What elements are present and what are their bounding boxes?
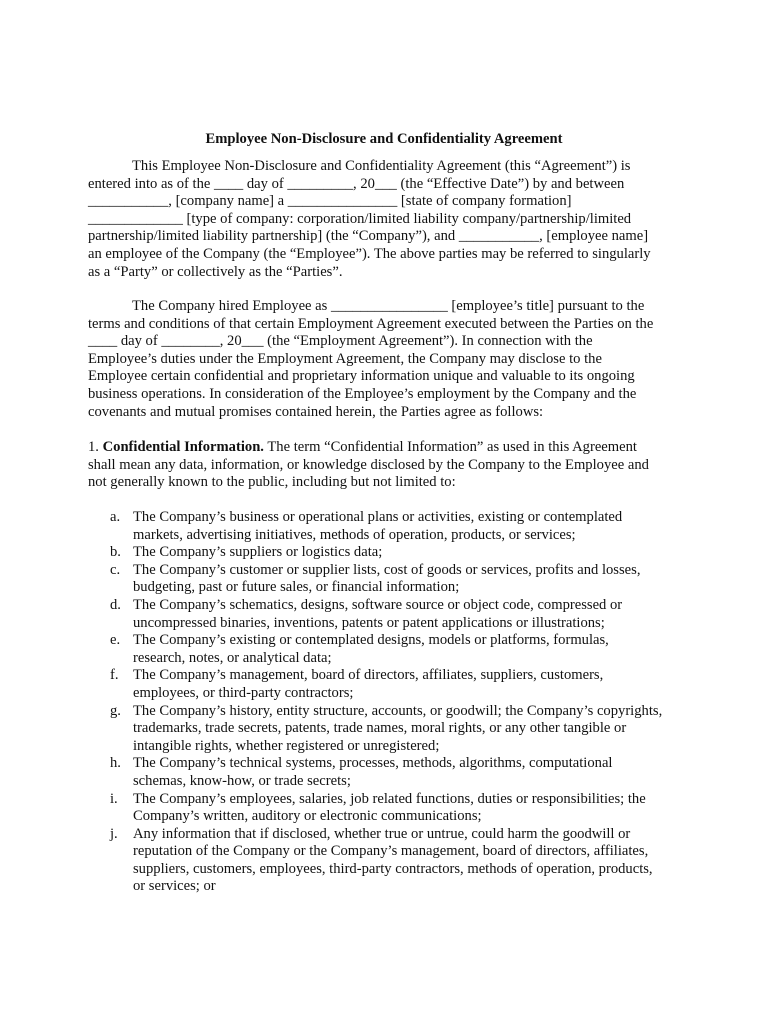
list-item-line: The Company’s customer or supplier lists, cost of goods or services, profits and losses,: [133, 561, 641, 578]
section-text: The term “Confidential Information” as used in this Agreement: [267, 439, 637, 455]
list-item-line: trademarks, trade secrets, patents, trade names, moral rights, or any other tangible or: [133, 720, 627, 737]
list-item-line: Company’s written, auditory or electronic communications;: [133, 808, 482, 825]
list-marker: h.: [110, 755, 121, 772]
list-item-line: intangible rights, whether registered or unregistered;: [133, 737, 440, 754]
paragraph-line: This Employee Non-Disclosure and Confidentiality Agreement (this “Agreement”) is: [132, 158, 631, 174]
list-item-line: The Company’s history, entity structure, accounts, or goodwill; the Company’s copyrights,: [133, 702, 663, 719]
list-marker: f.: [110, 667, 119, 684]
paragraph-line: an employee of the Company (the “Employee”). The above parties may be referred to singularly: [88, 245, 651, 262]
paragraph-line: Employee’s duties under the Employment Agreement, the Company may disclose to the: [88, 350, 602, 367]
list-item: [88, 791, 688, 826]
list-item-line: The Company’s schematics, designs, software source or object code, compressed or: [133, 596, 623, 613]
section-first-line: [88, 439, 688, 457]
list-item-line: reputation of the Company or the Company’s management, board of directors, affiliates,: [133, 843, 649, 860]
paragraph-line: covenants and mutual promises contained herein, the Parties agree as follows:: [88, 403, 544, 420]
list-item-line: The Company’s management, board of directors, affiliates, suppliers, customers,: [133, 667, 604, 684]
confidential-info-section: [88, 439, 688, 492]
paragraph-line: shall mean any data, information, or knowledge disclosed by the Company to the Employee and: [88, 456, 649, 473]
list-item: [88, 544, 688, 562]
paragraph-line: Employee certain confidential and proprietary information unique and valuable to its ongoing: [88, 368, 635, 385]
list-marker: i.: [110, 790, 118, 807]
list-item-line: suppliers, customers, employees, third-party contractors, methods of operation, products,: [133, 860, 653, 877]
list-item-line: budgeting, past or future sales, or financial information;: [133, 579, 460, 596]
paragraph-line: as a “Party” or collectively as the “Parties”.: [88, 263, 343, 280]
paragraph-line: _____________ [type of company: corporation/limited liability company/partnership/limited: [88, 210, 632, 227]
intro-paragraph: [88, 158, 688, 281]
list-item-line: The Company’s technical systems, processes, methods, algorithms, computational: [133, 755, 613, 772]
paragraph-line: business operations. In consideration of the Employee’s employment by the Company and the: [88, 385, 637, 402]
list-marker: g.: [110, 702, 121, 719]
list-item: [88, 562, 688, 597]
list-item-line: uncompressed binaries, inventions, patents or patent applications or illustrations;: [133, 614, 605, 631]
list-item: [88, 826, 688, 896]
list-item-line: The Company’s existing or contemplated designs, models or platforms, formulas,: [133, 632, 609, 649]
list-marker: b.: [110, 544, 121, 561]
paragraph-line: entered into as of the ____ day of _________, 20___ (the “Effective Date”) by and between: [88, 175, 625, 192]
list-item: [88, 755, 688, 790]
list-marker: j.: [110, 825, 118, 842]
list-marker: a.: [110, 509, 121, 525]
paragraph-line: terms and conditions of that certain Employment Agreement executed between the Parties on the: [88, 315, 654, 332]
list-item-line: The Company’s employees, salaries, job related functions, duties or responsibilities; the: [133, 790, 646, 807]
employment-paragraph: [88, 298, 688, 421]
list-marker: e.: [110, 632, 121, 649]
list-item-line: or services; or: [133, 878, 216, 895]
list-item: [88, 667, 688, 702]
confidential-info-list: [88, 509, 688, 896]
paragraph-line: not generally known to the public, including but not limited to:: [88, 474, 456, 491]
paragraph-line: ____ day of ________, 20___ (the “Employment Agreement”). In connection with the: [88, 333, 593, 350]
list-item-line: schemas, know-how, or trade secrets;: [133, 772, 351, 789]
list-item-line: research, notes, or analytical data;: [133, 649, 332, 666]
paragraph-line: partnership/limited liability partnership] (the “Company”), and ___________, [employee name]: [88, 228, 649, 245]
list-marker: d.: [110, 596, 121, 613]
list-item: [88, 509, 688, 544]
list-item-line: The Company’s suppliers or logistics data;: [133, 544, 383, 561]
paragraph-line: The Company hired Employee as ________________ [employee’s title] pursuant to the: [132, 298, 645, 314]
section-number: 1.: [88, 439, 99, 455]
list-item: [88, 597, 688, 632]
section-heading: Confidential Information.: [102, 439, 264, 455]
list-item-line: The Company’s business or operational plans or activities, existing or contemplated: [133, 509, 623, 525]
document-title: Employee Non-Disclosure and Confidentiality Agreement: [205, 131, 563, 147]
list-item-line: employees, or third-party contractors;: [133, 684, 354, 701]
list-item: [88, 632, 688, 667]
list-item-line: Any information that if disclosed, whether true or untrue, could harm the goodwill or: [133, 825, 631, 842]
list-marker: c.: [110, 561, 121, 578]
paragraph-line: ___________, [company name] a _______________ [state of company formation]: [88, 193, 572, 210]
list-item: [88, 703, 688, 756]
list-item-line: markets, advertising initiatives, methods of operation, products, or services;: [133, 526, 576, 543]
